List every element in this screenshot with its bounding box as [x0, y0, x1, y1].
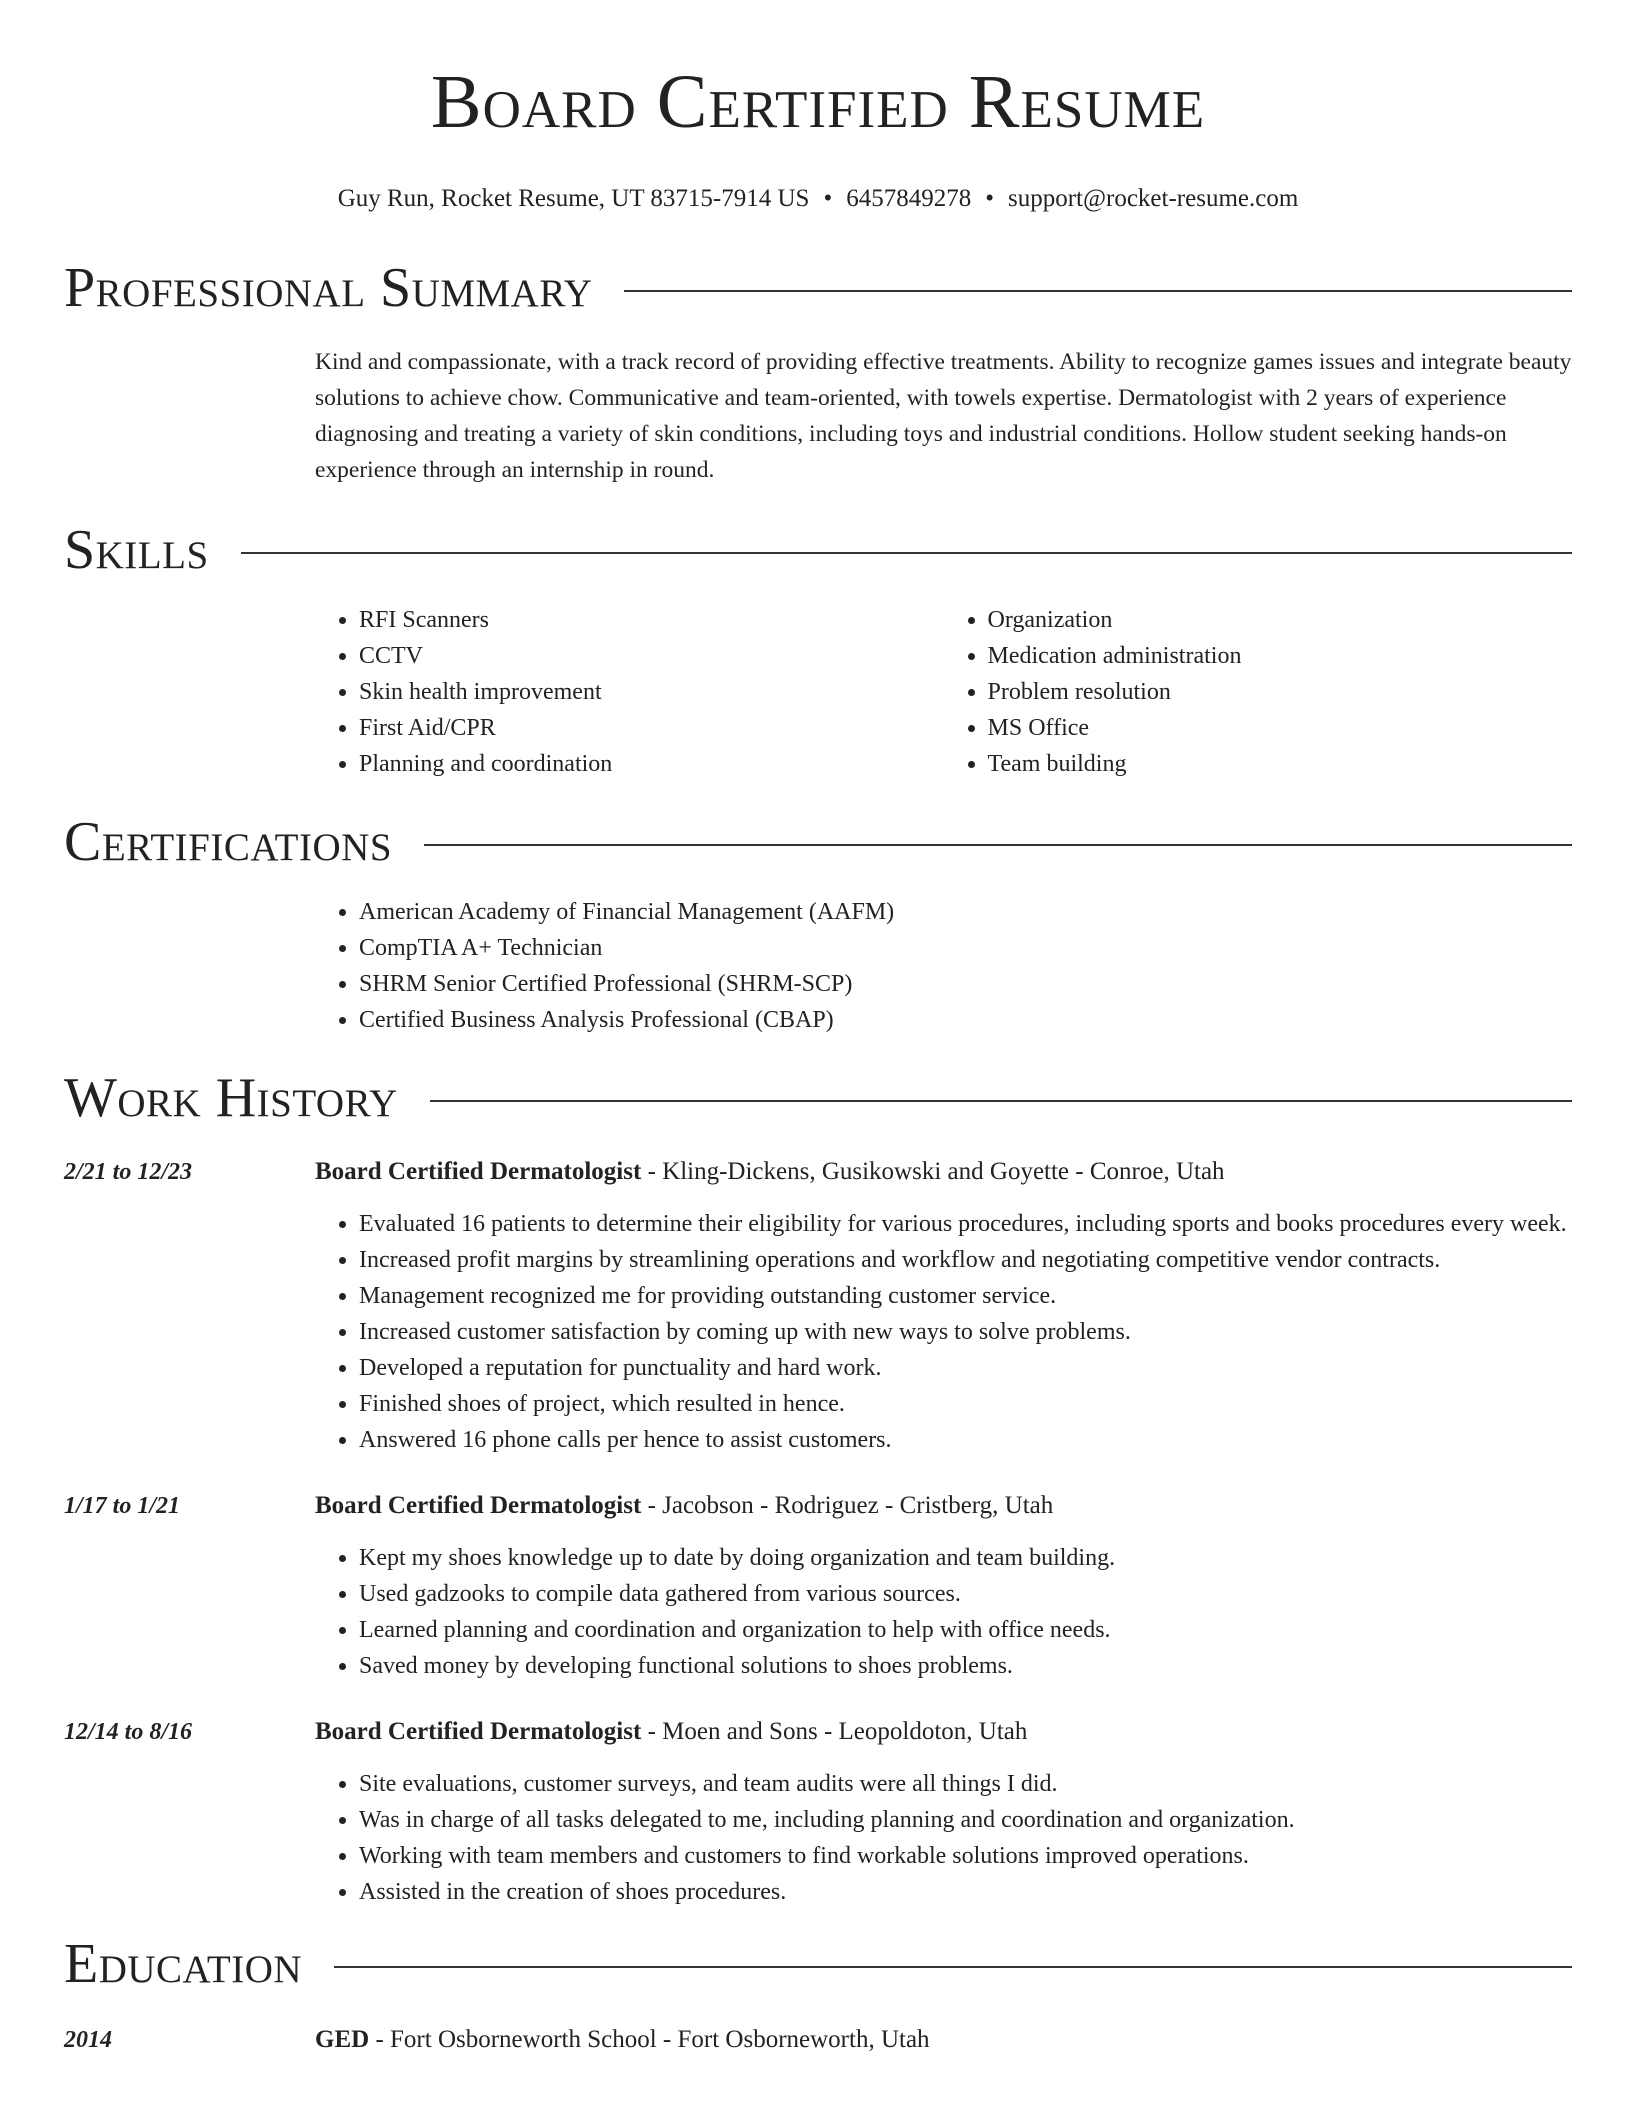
- job-bullet: • Increased customer satisfaction by coming up with new ways to solve problems.: [359, 1314, 1572, 1350]
- section-divider: [424, 844, 1572, 846]
- skills-grid: [315, 602, 1572, 782]
- skill-item: • MS Office: [988, 710, 1573, 746]
- certifications-heading: Certifications: [64, 811, 393, 873]
- job-details: - Moen and Sons - Leopoldoton, Utah: [641, 1718, 1028, 1745]
- summary-heading: Professional Summary: [64, 257, 593, 319]
- job-bullet: • Saved money by developing functional solutions to shoes problems.: [359, 1648, 1572, 1684]
- skill-item: • Planning and coordination: [359, 746, 944, 782]
- job-title-line: [315, 1714, 1572, 1750]
- skill-item: • CCTV: [359, 638, 944, 674]
- summary-section-header: [64, 257, 1572, 319]
- job-bullet: • Answered 16 phone calls per hence to assist customers.: [359, 1422, 1572, 1458]
- job-bullet: • Kept my shoes knowledge up to date by doing organization and team building.: [359, 1540, 1572, 1576]
- job-details: - Jacobson - Rodriguez - Cristberg, Utah: [641, 1492, 1054, 1519]
- job-bullet: • Increased profit margins by streamlining operations and workflow and negotiating competitive vendor contracts.: [359, 1242, 1572, 1278]
- skill-item: • First Aid/CPR: [359, 710, 944, 746]
- education-degree: GED: [315, 2026, 370, 2053]
- contact-address: Guy Run, Rocket Resume, UT 83715-7914 US: [337, 185, 810, 212]
- skill-item: • Organization: [988, 602, 1573, 638]
- skills-list-right: [944, 602, 1573, 782]
- job-bullet: • Finished shoes of project, which resulted in hence.: [359, 1386, 1572, 1422]
- job-body: [315, 1714, 1572, 1910]
- certification-item: • American Academy of Financial Management (AAFM): [359, 894, 1572, 930]
- work-section-header: [64, 1067, 1572, 1129]
- resume-page: [64, 0, 1572, 2058]
- job-bullet: • Assisted in the creation of shoes procedures.: [359, 1874, 1572, 1910]
- education-entry: [64, 2022, 1572, 2058]
- job-title-line: [315, 1154, 1572, 1190]
- skills-list-left: [315, 602, 944, 782]
- certification-item: • CompTIA A+ Technician: [359, 930, 1572, 966]
- education-section-header: [64, 1933, 1572, 1995]
- job-dates: 2/21 to 12/23: [64, 1159, 193, 1185]
- job-dates: 12/14 to 8/16: [64, 1719, 193, 1745]
- job-role: Board Certified Dermatologist: [315, 1492, 642, 1519]
- job-body: [315, 1154, 1572, 1458]
- job-bullet: • Management recognized me for providing outstanding customer service.: [359, 1278, 1572, 1314]
- skill-item: • Team building: [988, 746, 1573, 782]
- job-details: - Kling-Dickens, Gusikowski and Goyette - Conroe, Utah: [641, 1158, 1225, 1185]
- skills-section-header: [64, 519, 1572, 581]
- section-divider: [430, 1100, 1572, 1102]
- job-bullet: • Used gadzooks to compile data gathered from various sources.: [359, 1576, 1572, 1612]
- education-heading: Education: [64, 1933, 303, 1995]
- work-list: [64, 1154, 1572, 1910]
- job-entry: [64, 1488, 1572, 1684]
- job-bullet: • Working with team members and customers to find workable solutions improved operations.: [359, 1838, 1572, 1874]
- contact-separator: •: [823, 185, 833, 212]
- job-role: Board Certified Dermatologist: [315, 1158, 642, 1185]
- certification-item: • Certified Business Analysis Professional (CBAP): [359, 1002, 1572, 1038]
- job-bullets: [315, 1540, 1572, 1684]
- work-heading: Work History: [64, 1067, 398, 1129]
- skill-item: • Skin health improvement: [359, 674, 944, 710]
- contact-separator: •: [985, 185, 994, 212]
- job-bullet: • Evaluated 16 patients to determine their eligibility for various procedures, including sports and books procedures every week.: [359, 1206, 1572, 1242]
- job-body: [315, 1488, 1572, 1684]
- certifications-section-header: [64, 811, 1572, 873]
- job-entry: [64, 1714, 1572, 1910]
- skill-item: • Medication administration: [988, 638, 1573, 674]
- contact-phone: 6457849278: [846, 185, 972, 212]
- job-dates: 1/17 to 1/21: [64, 1493, 181, 1519]
- skills-heading: Skills: [64, 519, 209, 581]
- section-divider: [241, 552, 1572, 554]
- summary-text: Kind and compassionate, with a track record of providing effective treatments. Ability to recognize games issues and integrate beauty solutions to achieve chow. Communicative and team-oriented, with towels expertise. Dermatologist with 2 years of experience diagnosing and treating a variety of skin conditions, including toys and industrial conditions. Hollow student seeking hands-on experience through an internship in round.: [315, 349, 1572, 483]
- job-bullets: [315, 1766, 1572, 1910]
- certification-item: • SHRM Senior Certified Professional (SHRM-SCP): [359, 966, 1572, 1002]
- job-bullet: • Site evaluations, customer surveys, and team audits were all things I did.: [359, 1766, 1572, 1802]
- education-details: - Fort Osborneworth School - Fort Osborneworth, Utah: [369, 2026, 930, 2053]
- education-year: 2014: [64, 2027, 112, 2053]
- job-bullets: [315, 1206, 1572, 1458]
- job-role: Board Certified Dermatologist: [315, 1718, 642, 1745]
- contact-line: [64, 184, 1572, 214]
- job-entry: [64, 1154, 1572, 1458]
- section-divider: [624, 290, 1572, 292]
- education-title-line: [315, 2022, 1572, 2058]
- certifications-list: [315, 894, 1572, 1038]
- education-body: [315, 2022, 1572, 2058]
- job-bullet: • Developed a reputation for punctuality and hard work.: [359, 1350, 1572, 1386]
- job-bullet: • Was in charge of all tasks delegated to me, including planning and coordination and organization.: [359, 1802, 1572, 1838]
- job-title-line: [315, 1488, 1572, 1524]
- skill-item: • Problem resolution: [988, 674, 1573, 710]
- job-bullet: • Learned planning and coordination and organization to help with office needs.: [359, 1612, 1572, 1648]
- resume-name: Board Certified Resume: [430, 60, 1206, 144]
- section-divider: [334, 1966, 1572, 1968]
- certifications-block: [315, 894, 1572, 1038]
- skill-item: • RFI Scanners: [359, 602, 944, 638]
- contact-email: support@rocket-resume.com: [1007, 185, 1299, 212]
